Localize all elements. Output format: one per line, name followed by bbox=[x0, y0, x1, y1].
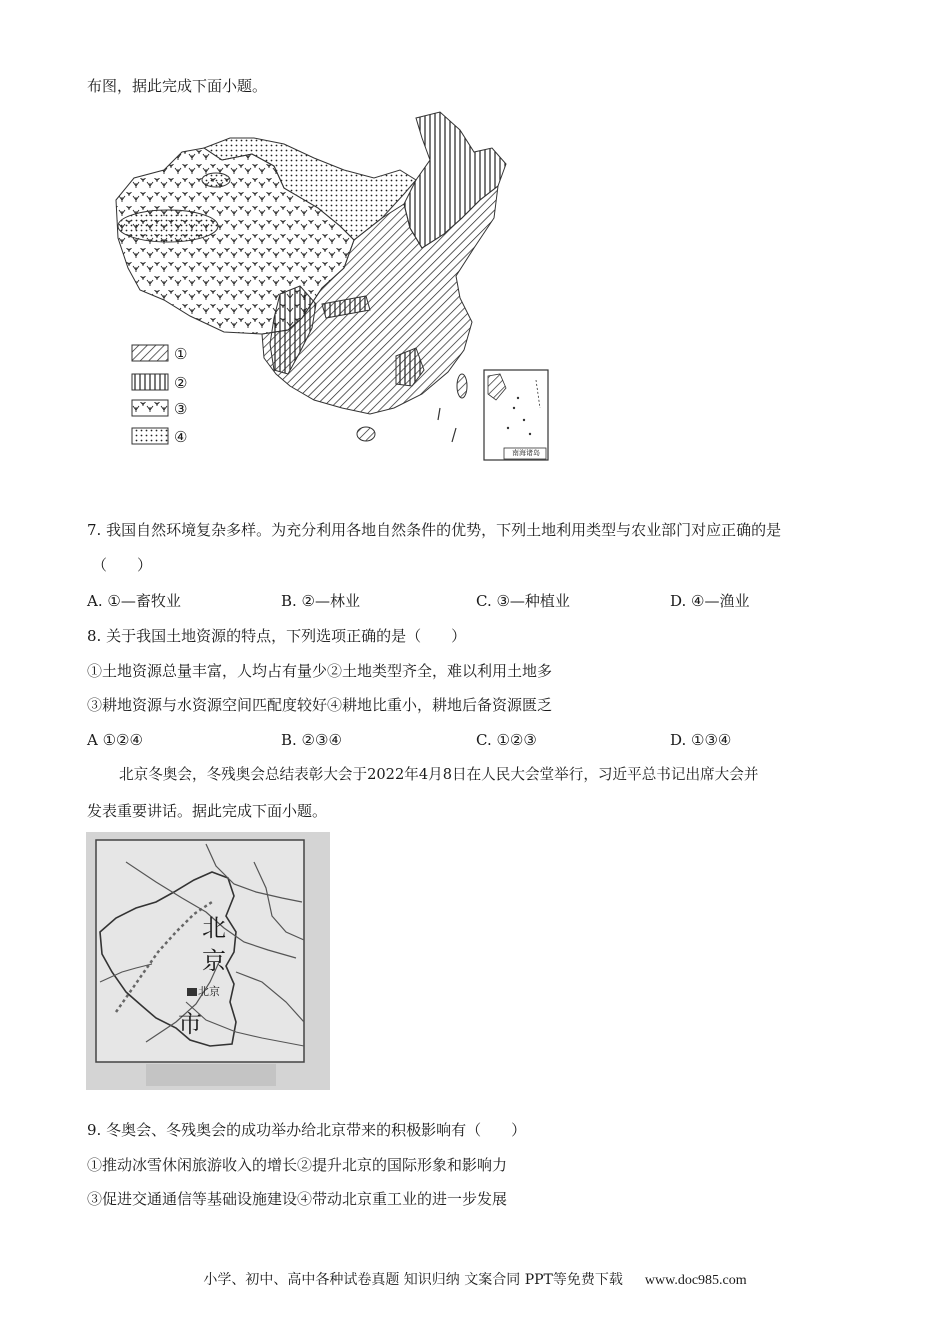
q8-statement-2: ③耕地资源与水资源空间匹配度较好④耕地比重小，耕地后备资源匮乏 bbox=[87, 696, 553, 714]
q8-option-d[interactable]: D. ①③④ bbox=[670, 731, 732, 749]
region-basin bbox=[118, 210, 218, 242]
inset-label: 南海诸岛 bbox=[512, 449, 540, 457]
q7-option-c[interactable]: C. ③—种植业 bbox=[476, 592, 570, 610]
map2-char-shi: 市 bbox=[178, 1010, 202, 1038]
map2-char-jing: 京 bbox=[202, 947, 226, 975]
q8-option-b[interactable]: B. ②③④ bbox=[281, 731, 342, 749]
q8-stem: 8. 关于我国土地资源的特点，下列选项正确的是（ ） bbox=[87, 627, 467, 645]
legend-label-4: ④ bbox=[174, 428, 188, 446]
q8-option-a[interactable]: A ①②④ bbox=[87, 731, 143, 749]
q7-option-b[interactable]: B. ②—林业 bbox=[281, 592, 361, 610]
map2-city-label: 北京 bbox=[198, 985, 220, 998]
q9-stem: 9. 冬奥会、冬残奥会的成功举办给北京带来的积极影响有（ ） bbox=[87, 1121, 527, 1139]
q8-statement-1: ①土地资源总量丰富，人均占有量少②土地类型齐全，难以利用土地多 bbox=[87, 662, 553, 680]
south-sea-inset bbox=[484, 370, 548, 460]
q7-option-a[interactable]: A. ①—畜牧业 bbox=[87, 592, 181, 610]
passage-line-1: 北京冬奥会，冬残奥会总结表彰大会于2022年4月8日在人民大会堂举行，习近平总书记出席大会并 bbox=[119, 766, 759, 783]
beijing-map bbox=[86, 832, 330, 1090]
legend-label-2: ② bbox=[174, 374, 188, 392]
beijing-city-marker bbox=[187, 988, 197, 996]
map2-char-bei: 北 bbox=[202, 914, 226, 942]
intro-text: 布图，据此完成下面小题。 bbox=[87, 77, 268, 95]
q9-statement-1: ①推动冰雪休闲旅游收入的增长②提升北京的国际形象和影响力 bbox=[87, 1156, 508, 1174]
q7-option-d[interactable]: D. ④—渔业 bbox=[670, 592, 750, 610]
footer-url[interactable]: www.doc985.com bbox=[644, 1273, 747, 1288]
island-taiwan bbox=[457, 374, 467, 398]
legend-label-3: ③ bbox=[174, 400, 188, 418]
legend-label-1: ① bbox=[174, 345, 188, 363]
q8-option-c[interactable]: C. ①②③ bbox=[476, 731, 537, 749]
footer-text: 小学、初中、高中各种试卷真题 知识归纳 文案合同 PPT等免费下载 bbox=[203, 1272, 623, 1288]
map-legend bbox=[132, 345, 168, 444]
q7-blank: （ ） bbox=[92, 556, 153, 574]
q9-statement-2: ③促进交通通信等基础设施建设④带动北京重工业的进一步发展 bbox=[87, 1190, 508, 1208]
region-small-basin bbox=[202, 173, 230, 187]
china-land-use-map bbox=[104, 108, 554, 463]
passage-line-2: 发表重要讲话。据此完成下面小题。 bbox=[87, 802, 328, 820]
island-hainan bbox=[357, 427, 375, 441]
page-footer bbox=[0, 1270, 950, 1291]
china-map-svg bbox=[104, 108, 554, 463]
q7-stem: 7. 我国自然环境复杂多样。为充分利用各地自然条件的优势，下列土地利用类型与农业部门对应正确的是 bbox=[87, 521, 782, 539]
